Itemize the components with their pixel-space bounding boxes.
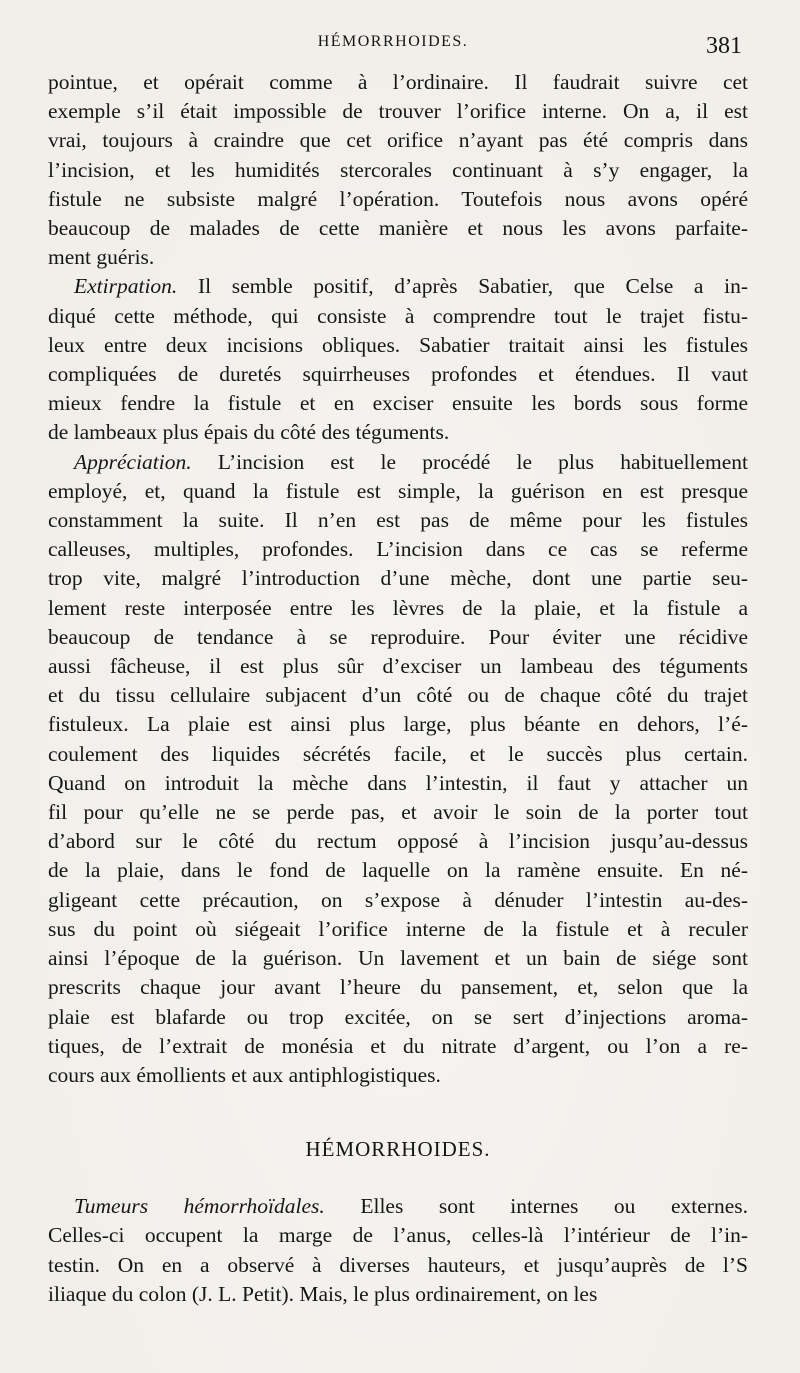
text-line — [48, 389, 748, 418]
line-text: pointue, et opérait comme à l’ordinaire. Il faudrait suivre cet — [48, 70, 748, 94]
line-text: fil pour qu’elle ne se perde pas, et avoir le soin de la porter tout — [48, 800, 748, 825]
line-text: cours aux émollients et aux antiphlogistiques. — [48, 1062, 441, 1087]
text-line — [48, 477, 748, 506]
line-text: fistuleux. La plaie est ainsi plus large, plus béante en dehors, l’é- — [48, 712, 748, 737]
line-text: fistule ne subsiste malgré l’opération. Toutefois nous avons opéré — [48, 186, 748, 211]
text-line — [48, 185, 748, 214]
text-line — [48, 681, 748, 710]
text-line — [48, 1280, 748, 1309]
line-text: iliaque du colon (J. L. Petit). Mais, le plus ordinairement, on les — [48, 1281, 598, 1306]
text-line — [48, 623, 748, 652]
running-title: HÉMORRHOIDES. — [317, 33, 469, 50]
text-line — [48, 944, 748, 973]
text-line — [48, 535, 748, 564]
text-line — [48, 272, 748, 301]
line-text: employé, et, quand la fistule est simple, la guérison en est presque — [48, 478, 748, 503]
line-text: mieux fendre la fistule et en exciser ensuite les bords sous forme — [48, 391, 748, 416]
line-text: plaie est blafarde ou trop excitée, on se sert d’injections aroma- — [48, 1004, 748, 1029]
line-text: constamment la suite. Il n’en est pas de même pour les fistules — [48, 508, 748, 533]
text-line — [48, 360, 748, 389]
text-line — [48, 1221, 748, 1250]
text-line — [48, 68, 748, 97]
paragraph-lead: Appréciation. — [74, 449, 192, 474]
text-line — [48, 214, 748, 243]
text-line — [48, 856, 748, 885]
line-text: l’incision, et les humidités stercorales continuant à s’y engager, la — [48, 157, 748, 182]
line-text: tiques, de l’extrait de monésia et du nitrate d’argent, ou l’on a re- — [48, 1033, 748, 1058]
line-text: lement reste interposée entre les lèvres de la plaie, et la fistule a — [48, 595, 748, 620]
paragraph-hemorrhoidal-tumors — [48, 1192, 748, 1309]
text-line — [48, 652, 748, 681]
text-line — [48, 97, 748, 126]
text-line — [48, 1251, 748, 1280]
text-line — [48, 915, 748, 944]
line-text: L’incision est le procédé le plus habituellement — [191, 449, 748, 474]
line-text: sus du point où siégeait l’orifice interne de la fistule et à reculer — [48, 916, 748, 941]
text-line — [48, 886, 748, 915]
paragraph-extirpation — [48, 272, 748, 447]
line-text: de la plaie, dans le fond de laquelle on la ramène ensuite. En né- — [48, 858, 748, 883]
text-line — [48, 302, 748, 331]
section-heading-wrap — [48, 1090, 748, 1192]
text-line — [48, 740, 748, 769]
section-heading: HÉMORRHOIDES. — [305, 1137, 491, 1162]
line-text: d’abord sur le côté du rectum opposé à l’incision jusqu’au-dessus — [48, 829, 748, 854]
text-line — [48, 1192, 748, 1221]
line-text: Celles-ci occupent la marge de l’anus, celles-là l’intérieur de l’in- — [48, 1223, 748, 1248]
text-line — [48, 126, 748, 155]
text-line — [48, 798, 748, 827]
paragraph-lead: Tumeurs hémorrhoïdales. — [74, 1194, 325, 1219]
line-text: calleuses, multiples, profondes. L’incision dans ce cas se referme — [48, 537, 748, 562]
text-line — [48, 564, 748, 593]
text-line — [48, 156, 748, 185]
line-text: beaucoup de tendance à se reproduire. Pour éviter une récidive — [48, 624, 748, 649]
running-head — [48, 33, 742, 63]
text-line — [48, 506, 748, 535]
line-text: testin. On en a observé à diverses hauteurs, et jusqu’auprès de l’S — [48, 1252, 748, 1277]
line-text: diqué cette méthode, qui consiste à comprendre tout le trajet fistu- — [48, 303, 748, 328]
text-line — [48, 418, 748, 447]
line-text: gligeant cette précaution, on s’expose à dénuder l’intestin au-des- — [48, 887, 748, 912]
text-line — [48, 243, 748, 272]
text-line — [48, 594, 748, 623]
paragraph-appreciation — [48, 448, 748, 1090]
text-line — [48, 1032, 748, 1061]
line-text: Elles sont internes ou externes. — [324, 1194, 748, 1219]
body-text — [48, 68, 748, 1309]
line-text: coulement des liquides sécrétés facile, et le succès plus certain. — [48, 741, 748, 766]
line-text: compliquées de duretés squirrheuses profondes et étendues. Il vaut — [48, 362, 748, 387]
paragraph-fistula-ending — [48, 68, 748, 272]
text-line — [48, 331, 748, 360]
line-text: vrai, toujours à craindre que cet orifice n’ayant pas été compris dans — [48, 128, 748, 153]
line-text: prescrits chaque jour avant l’heure du pansement, et, selon que la — [48, 975, 748, 1000]
line-text: leux entre deux incisions obliques. Sabatier traitait ainsi les fistules — [48, 332, 748, 357]
line-text: et du tissu cellulaire subjacent d’un côté ou de chaque côté du trajet — [48, 683, 748, 708]
line-text: trop vite, malgré l’introduction d’une mèche, dont une partie seu- — [48, 566, 748, 591]
paragraph-lead: Extirpation. — [74, 274, 178, 299]
line-text: de lambeaux plus épais du côté des téguments. — [48, 420, 450, 445]
text-line — [48, 973, 748, 1002]
line-text: aussi fâcheuse, il est plus sûr d’exciser un lambeau des téguments — [48, 654, 748, 679]
line-text: ment guéris. — [48, 245, 155, 270]
page-number: 381 — [706, 33, 742, 59]
text-line — [48, 448, 748, 477]
line-text: beaucoup de malades de cette manière et nous les avons parfaite- — [48, 216, 748, 241]
line-text: Il semble positif, d’après Sabatier, que Celse a in- — [177, 274, 748, 299]
text-line — [48, 827, 748, 856]
text-line — [48, 769, 748, 798]
line-text: ainsi l’époque de la guérison. Un lavement et un bain de siége sont — [48, 946, 748, 971]
line-text: Quand on introduit la mèche dans l’intestin, il faut y attacher un — [48, 770, 748, 795]
text-line — [48, 1003, 748, 1032]
text-line — [48, 710, 748, 739]
line-text: exemple s’il était impossible de trouver l’orifice interne. On a, il est — [48, 99, 748, 124]
text-line — [48, 1061, 748, 1090]
